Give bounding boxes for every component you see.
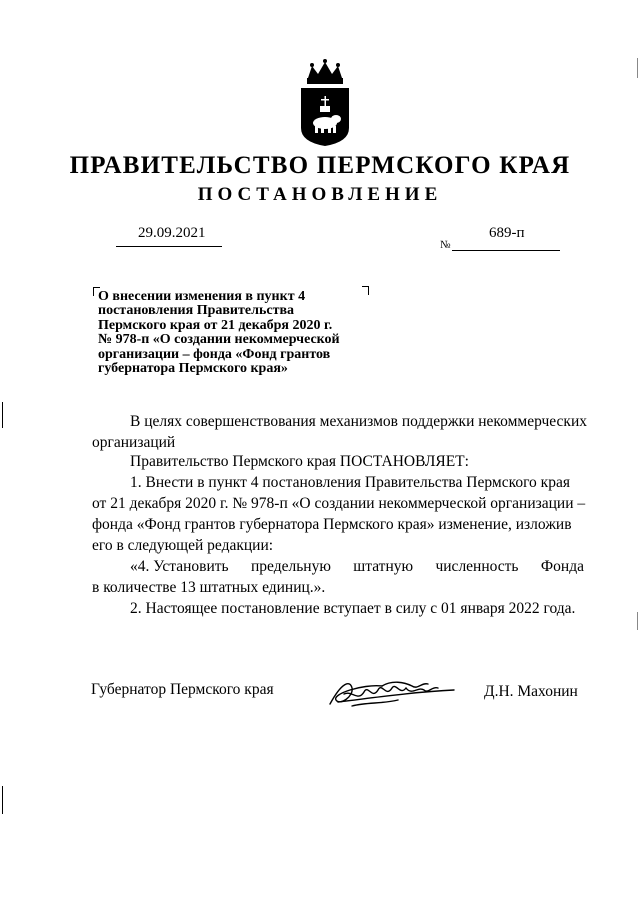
paragraph-line: 2. Настоящее постановление вступает в силу с 01 января 2022 года.: [130, 600, 576, 617]
quote-word: штатную: [353, 558, 414, 575]
paragraph-line: от 21 декабря 2020 г. № 978-п «О создании некоммерческой организации –: [92, 495, 586, 512]
paragraph-line: в количестве 13 штатных единиц.».: [92, 579, 326, 596]
quote-word: численность: [435, 558, 519, 575]
subject-line: постановления Правительства: [98, 303, 294, 319]
quoted-amendment: [92, 556, 584, 598]
paragraph-line: 1. Внести в пункт 4 постановления Правительства Пермского края: [130, 474, 570, 491]
date-underline: [116, 246, 222, 247]
paragraph-line: организаций: [92, 434, 176, 451]
document-subject: [98, 290, 366, 376]
scan-edge-mark: [637, 612, 638, 630]
document-type: ПОСТАНОВЛЕНИЕ: [197, 184, 443, 205]
subject-line: губернатора Пермского края»: [98, 361, 288, 377]
signer-position: Губернатор Пермского края: [91, 681, 274, 698]
paragraph-line: его в следующей редакции:: [92, 537, 274, 554]
quote-word: предельную: [250, 558, 331, 575]
signer-name: Д.Н. Махонин: [484, 683, 578, 700]
handwritten-signature-icon: [322, 672, 462, 712]
paragraph-line: фонда «Фонд грантов губернатора Пермского края» изменение, изложив: [92, 516, 572, 533]
quote-word: Фонда: [540, 558, 584, 575]
government-title: ПРАВИТЕЛЬСТВО ПЕРМСКОГО КРАЯ: [69, 152, 571, 179]
paragraph-line: [92, 556, 584, 577]
scan-edge-mark: [2, 402, 3, 428]
item-2-paragraph: [92, 598, 584, 619]
document-date: 29.09.2021: [138, 225, 206, 241]
scan-edge-mark: [2, 786, 3, 814]
coat-of-arms-icon: [298, 58, 352, 148]
quote-word: «4. Установить: [130, 558, 229, 575]
subject-line: О внесении изменения в пункт 4: [98, 289, 306, 304]
number-underline: [452, 250, 560, 251]
subject-line: организации – фонда «Фонд грантов: [98, 346, 331, 362]
subject-line: Пермского края от 21 декабря 2020 г.: [98, 317, 333, 333]
scan-edge-mark: [637, 58, 638, 78]
paragraph-line: Правительство Пермского края ПОСТАНОВЛЯЕТ:: [130, 453, 469, 470]
item-1-paragraph: [92, 472, 584, 556]
subject-line: № 978-п «О создании некоммерческой: [98, 332, 340, 348]
number-sign: №: [440, 239, 451, 251]
preamble-paragraph: [92, 411, 587, 453]
paragraph-line: В целях совершенствования механизмов поддержки некоммерческих: [130, 413, 587, 430]
document-number: 689-п: [489, 225, 525, 241]
decree-line: [92, 451, 584, 472]
